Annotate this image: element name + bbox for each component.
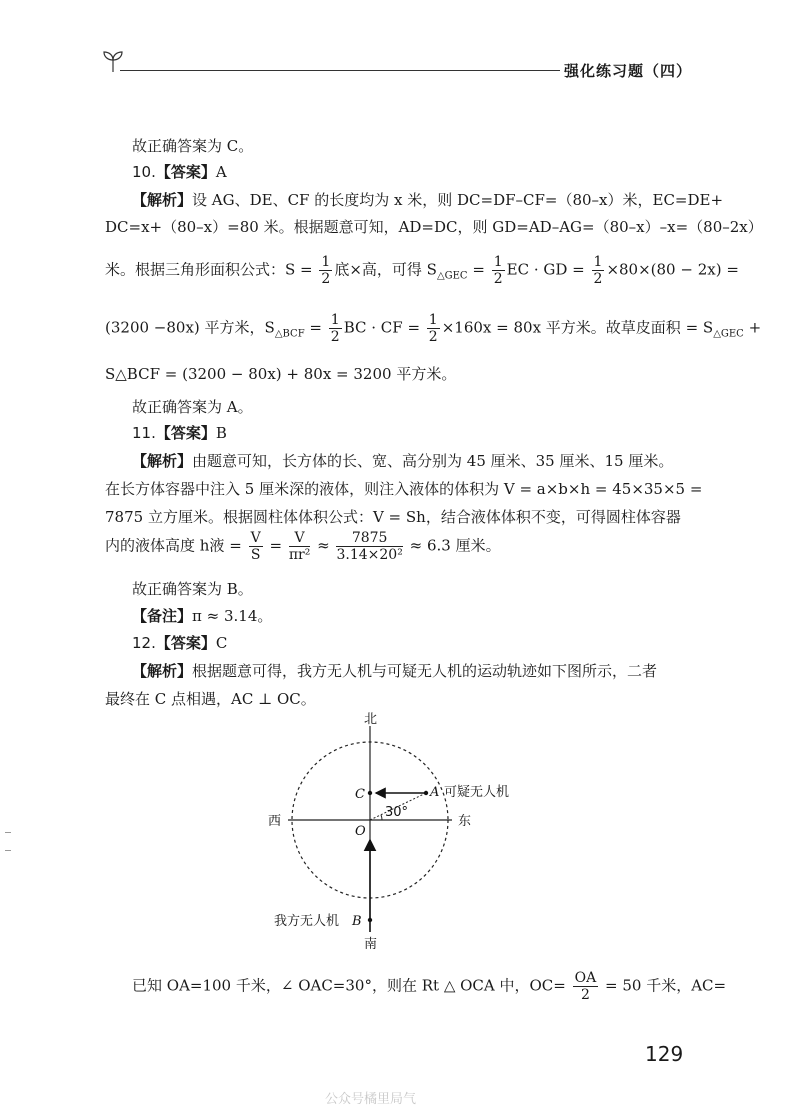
text: π ≈ 3.14。 bbox=[192, 607, 273, 625]
fraction-half bbox=[427, 312, 440, 345]
denominator: 2 bbox=[428, 329, 438, 345]
question-number: 12. bbox=[132, 634, 156, 652]
denominator: 2 bbox=[330, 329, 340, 345]
denominator: 2 bbox=[493, 271, 503, 287]
label-b: B bbox=[352, 914, 362, 929]
text-line: 最终在 C 点相遇，AC ⊥ OC。 bbox=[105, 690, 316, 708]
numerator: OA bbox=[574, 970, 597, 986]
numerator: 1 bbox=[330, 312, 340, 328]
text-line: 7875 立方厘米。根据圆柱体体积公式：V = Sh，结合液体体积不变，可得圆柱体容器 bbox=[105, 508, 681, 526]
suspect-drone-label: 可疑无人机 bbox=[444, 785, 510, 800]
fraction-oa-2 bbox=[573, 970, 599, 1003]
text: 底×高，可得 S bbox=[334, 260, 437, 279]
text-line: 在长方体容器中注入 5 厘米深的液体，则注入液体的体积为 V = a×b×h = 45×35×5 = bbox=[105, 480, 703, 498]
answer-value: C bbox=[215, 634, 228, 652]
text: 米。根据三角形面积公式：S = bbox=[105, 260, 313, 279]
text: = 50 千米，AC= bbox=[605, 976, 727, 995]
trajectory-diagram bbox=[260, 712, 560, 962]
subscript: △BCF bbox=[274, 328, 305, 340]
note-tag: 【备注】 bbox=[132, 607, 193, 625]
numerator: 7875 bbox=[336, 530, 402, 547]
question-11-explanation-line bbox=[132, 449, 722, 473]
paragraph: 故正确答案为 A。 bbox=[132, 398, 253, 416]
question-12-explanation-line bbox=[132, 659, 722, 683]
explanation-tag: 【解析】 bbox=[132, 662, 193, 680]
text: (3200 −80x) 平方米，S bbox=[105, 318, 275, 337]
answer-value: A bbox=[215, 163, 227, 181]
denominator: S bbox=[250, 547, 261, 563]
denominator: πr² bbox=[288, 547, 311, 563]
formula-line bbox=[105, 312, 762, 347]
text: ×80×(80 − 2x) = bbox=[606, 260, 739, 279]
text: BC · CF = bbox=[343, 318, 421, 337]
text: 设 AG、DE、CF 的长度均为 x 米，则 DC=DF–CF=（80–x）米，EC=DE+ bbox=[192, 191, 724, 209]
text: + bbox=[748, 318, 762, 337]
text: = bbox=[309, 318, 322, 337]
note-line bbox=[132, 604, 722, 628]
answer-tag: 【答案】 bbox=[155, 424, 216, 442]
west-label: 西 bbox=[268, 814, 282, 829]
answer-tag: 【答案】 bbox=[155, 634, 216, 652]
label-a: A bbox=[430, 785, 440, 800]
label-o: O bbox=[355, 824, 366, 839]
text: 内的液体高度 h液 = bbox=[105, 536, 242, 555]
text: ≈ bbox=[317, 536, 330, 555]
formula-line bbox=[105, 530, 695, 563]
angle-label: 30° bbox=[385, 805, 409, 820]
text-line: DC=x+（80–x）=80 米。根据题意可知，AD=DC，则 GD=AD–AG=（80–x）–x=（80–2x） bbox=[105, 218, 763, 236]
question-12-answer-line bbox=[132, 631, 722, 655]
text: = bbox=[269, 536, 283, 555]
subscript: △GEC bbox=[436, 270, 468, 282]
angle-arc bbox=[381, 815, 382, 820]
fraction-v-s bbox=[249, 530, 263, 563]
watermark: 公众号橘里局气 bbox=[325, 1092, 417, 1107]
numerator: V bbox=[250, 530, 261, 546]
text: EC · GD = bbox=[506, 260, 585, 279]
fraction-7875 bbox=[336, 530, 402, 563]
formula-line: S△BCF = (3200 − 80x) + 80x = 3200 平方米。 bbox=[105, 365, 457, 383]
paragraph: 故正确答案为 B。 bbox=[132, 580, 253, 598]
east-label: 东 bbox=[458, 814, 472, 829]
text: = bbox=[472, 260, 485, 279]
page-header-title: 强化练习题（四） bbox=[563, 62, 692, 80]
numerator: 1 bbox=[428, 312, 438, 328]
formula-line bbox=[132, 970, 727, 1003]
fraction-half bbox=[592, 254, 605, 287]
text: ≈ 6.3 厘米。 bbox=[409, 536, 501, 555]
text: ×160x = 80x 平方米。故草皮面积 = S bbox=[441, 318, 714, 337]
margin-tick bbox=[5, 850, 11, 851]
answer-value: B bbox=[215, 424, 227, 442]
north-label: 北 bbox=[364, 712, 378, 727]
explanation-tag: 【解析】 bbox=[132, 452, 193, 470]
denominator: 2 bbox=[593, 271, 603, 287]
text: 由题意可知，长方体的长、宽、高分别为 45 厘米、35 厘米、15 厘米。 bbox=[192, 452, 674, 470]
subscript: △GEC bbox=[713, 328, 744, 340]
denominator: 2 bbox=[580, 987, 590, 1003]
label-c: C bbox=[355, 787, 365, 802]
header-rule bbox=[120, 70, 560, 71]
numerator: 1 bbox=[493, 254, 503, 270]
numerator: V bbox=[289, 530, 311, 547]
answer-tag: 【答案】 bbox=[155, 163, 216, 181]
text: 根据题意可得，我方无人机与可疑无人机的运动轨迹如下图所示，二者 bbox=[192, 662, 658, 680]
denominator: 2 bbox=[321, 271, 331, 287]
our-drone-label: 我方无人机 bbox=[274, 914, 340, 929]
formula-line bbox=[105, 254, 739, 289]
question-10-answer-line bbox=[132, 160, 722, 184]
point-c bbox=[368, 791, 372, 795]
margin-tick bbox=[5, 832, 11, 833]
question-number: 10. bbox=[132, 163, 156, 181]
fraction-half bbox=[492, 254, 505, 287]
south-label: 南 bbox=[364, 937, 378, 952]
paragraph: 故正确答案为 C。 bbox=[132, 137, 254, 155]
question-11-answer-line bbox=[132, 421, 722, 445]
explanation-tag: 【解析】 bbox=[132, 191, 193, 209]
question-number: 11. bbox=[132, 424, 156, 442]
point-b bbox=[368, 918, 372, 922]
fraction-half bbox=[319, 254, 332, 287]
fraction-half bbox=[329, 312, 342, 345]
point-a bbox=[424, 791, 428, 795]
denominator: 3.14×20² bbox=[336, 547, 403, 563]
page-number: 129 bbox=[645, 1042, 684, 1066]
text: 已知 OA=100 千米，∠ OAC=30°，则在 Rt △ OCA 中，OC= bbox=[132, 976, 566, 995]
numerator: 1 bbox=[321, 254, 331, 270]
question-10-explanation-line bbox=[132, 188, 722, 212]
fraction-v-pir2 bbox=[289, 530, 311, 563]
numerator: 1 bbox=[593, 254, 603, 270]
